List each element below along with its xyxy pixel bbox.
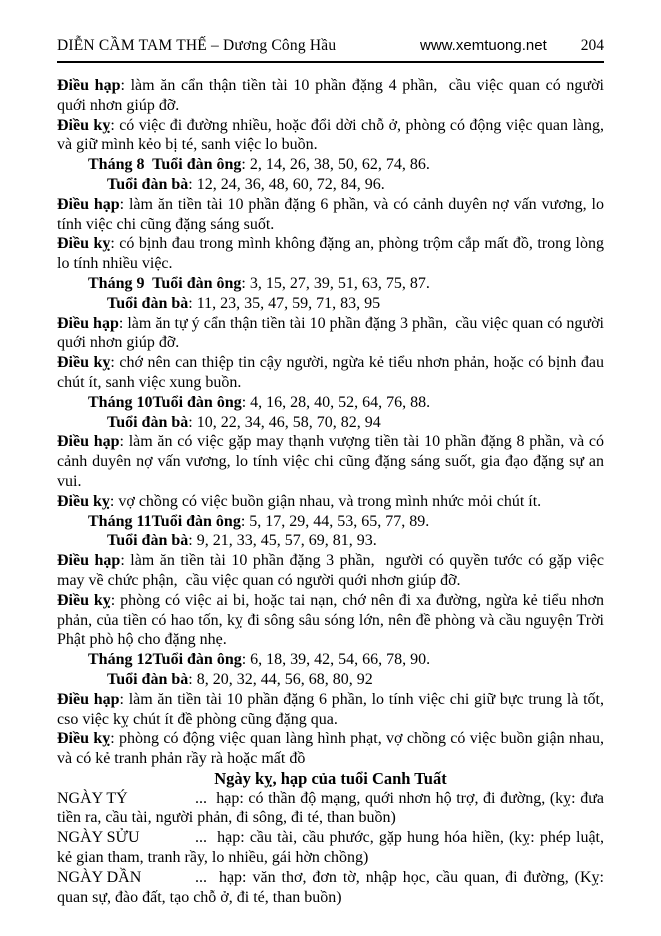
day-text: ... hạp: cầu tài, cầu phước, gặp hung hóa hiền, (kỵ: phép luật, kẻ gian tham, tranh rầy, lo nhiều, gái hờn chồng) [57,829,608,867]
paragraph-text: : làm ăn tiền tài 10 phần đặng 6 phần, lo tính việc chi giữ bực trung là tốt, cso việc kỵ chút ít đề phòng cũng đặng qua. [57,690,609,728]
paragraph-lead: Điều hạp [57,690,120,708]
paragraph-lead: Điều kỵ [57,354,111,372]
paragraph-text: : chớ nên can thiệp tin cậy người, ngừa kẻ tiểu nhơn phản, hoặc có bịnh đau chút ít, sanh việc xung buồn. [57,354,608,391]
month-ages-line [88,393,604,413]
paragraph-text: : 11, 23, 35, 47, 59, 71, 83, 95 [188,294,381,312]
female-ages-line [107,175,604,195]
ages-label: Tuổi đàn bà [107,532,189,550]
paragraph-text: : vợ chồng có việc buồn giận nhau, và trong mình nhức mỏi chút ít. [109,492,542,510]
paragraph-lead: Điều kỵ [57,591,111,609]
ages-label: Tháng 9 Tuổi đàn ông [88,274,242,292]
paragraph-lead: Điều hạp [57,433,120,451]
paragraph-text: : 8, 20, 32, 44, 56, 68, 80, 92 [188,670,373,688]
day-text: ... hạp: văn thơ, đơn tờ, nhập học, cầu quan, đi đường, (Kỵ: quan sự, đào đất, tạo chỗ ở, đi té, than buồn) [57,868,608,906]
fortune-paragraph [57,591,609,650]
page-header [57,36,604,56]
paragraph-text: : 5, 17, 29, 44, 53, 65, 77, 89. [240,512,430,530]
fortune-paragraph [57,690,609,730]
month-ages-line [88,155,604,175]
ages-label: Tuổi đàn bà [107,175,189,193]
day-name: NGÀY DẦN [57,868,142,886]
paragraph-text: : làm ăn tiền tài 10 phần đặng 6 phần, và có cảnh duyên nợ vấn vương, lo tính việc chi cũng đặng sáng suốt. [57,195,608,233]
document-title: DIỄN CẦM TAM THẾ – Dương Công Hầu [57,37,337,54]
fortune-paragraph [57,729,608,769]
paragraph-text: : 4, 16, 28, 40, 52, 64, 76, 88. [241,393,431,411]
day-name: NGÀY SỬU [57,829,140,847]
month-ages-line [88,650,604,670]
day-line [57,789,608,829]
day-line [57,868,608,908]
paragraph-text: : có việc đi đường nhiều, hoặc đổi dời chỗ ở, phòng có động việc quan làng, và giữ mình kẻo bị té, sanh việc lo buồn. [57,116,608,154]
paragraph-text: : 6, 18, 39, 42, 54, 66, 78, 90. [241,651,431,669]
ages-label: Tháng 12Tuổi đàn ông [88,651,242,669]
paragraph-lead: Điều hạp [57,552,121,570]
paragraph-text: : phòng có việc ai bi, hoặc tai nạn, chớ nên đi xa đường, ngừa kẻ tiểu nhơn phản, của tiền có hao tốn, kỵ đi sông sâu sóng lớn, nên đề phòng và cầu nguyện Trời Phật phò hộ cho đặng nhẹ. [57,591,609,649]
paragraph-text: : làm ăn tiền tài 10 phần đặng 3 phần, người có quyền tước có gặp việc may về chức phận, cầu việc quan có người quới nhơn giúp đỡ. [57,552,609,589]
section-heading: Ngày kỵ, hạp của tuổi Canh Tuất [214,768,447,788]
female-ages-line [107,531,604,551]
fortune-paragraph [57,314,609,354]
fortune-paragraph [57,76,608,116]
paragraph-lead: Điều kỵ [57,730,111,748]
paragraph-lead: Điều kỵ [57,235,111,253]
fortune-paragraph [57,234,608,274]
paragraph-text: : 10, 22, 34, 46, 58, 70, 82, 94 [188,413,381,431]
fortune-paragraph [57,432,609,491]
paragraph-lead: Điều kỵ [57,116,111,134]
fortune-paragraph [57,116,608,156]
paragraph-text: : làm ăn tự ý cẩn thận tiền tài 10 phần đặng 3 phần, cầu việc quan có người quới nhơn giúp đỡ. [57,314,609,352]
month-ages-line [88,274,604,294]
fortune-paragraph [57,353,608,393]
paragraph-text: : 12, 24, 36, 48, 60, 72, 84, 96. [188,175,385,193]
day-name: NGÀY TÝ [57,789,128,807]
female-ages-line [107,413,604,433]
website-url: www.xemtuong.net [420,37,547,54]
paragraph-lead: Điều hạp [57,77,121,94]
paragraph-text: : làm ăn có việc gặp may thạnh vượng tiền tài 10 phần đặng 8 phần, và có cảnh duyên nợ vấn vương, lo tính việc chi cũng đặng sáng suốt, gia đạo đặng sự an vui. [57,433,609,490]
document-body [57,76,609,907]
ages-label: Tuổi đàn bà [107,413,189,431]
page-number: 204 [580,37,604,54]
paragraph-text: : phòng có động việc quan làng hình phạt, vợ chồng có việc buồn giận nhau, và có kẻ tranh phản rầy rà hoặc mất đồ [57,730,608,768]
ages-label: Tuổi đàn bà [107,670,189,688]
month-ages-line [88,512,604,532]
paragraph-lead: Điều kỵ [57,492,110,510]
fortune-paragraph [57,551,609,591]
female-ages-line [107,294,604,314]
paragraph-text: : làm ăn cẩn thận tiền tài 10 phần đặng 4 phần, cầu việc quan có người quới nhơn giúp đỡ. [57,77,608,114]
day-text: ... hạp: có thần độ mạng, quới nhơn hộ trợ, đi đường, (kỵ: đưa tiền ra, cầu tài, người phản, đi sông, đi té, than buồn) [57,789,608,827]
paragraph-text: : 3, 15, 27, 39, 51, 63, 75, 87. [241,274,430,292]
paragraph-text: : 9, 21, 33, 45, 57, 69, 81, 93. [188,532,377,550]
ages-label: Tháng 11Tuổi đàn ông [88,512,241,530]
paragraph-text: : 2, 14, 26, 38, 50, 62, 74, 86. [241,156,430,174]
fortune-paragraph [57,492,604,512]
paragraph-lead: Điều hạp [57,195,120,213]
day-line [57,828,608,868]
paragraph-lead: Điều hạp [57,314,119,332]
fortune-paragraph [57,195,608,235]
paragraph-text: : có bịnh đau trong mình không đặng an, phòng trộm cắp mất đồ, trong lòng lo tính nhiều việc. [57,235,608,273]
ages-label: Tháng 8 Tuổi đàn ông [88,156,242,174]
ages-label: Tuổi đàn bà [107,294,189,312]
ages-label: Tháng 10Tuổi đàn ông [88,393,242,411]
header-rule [57,61,604,63]
female-ages-line [107,670,604,690]
